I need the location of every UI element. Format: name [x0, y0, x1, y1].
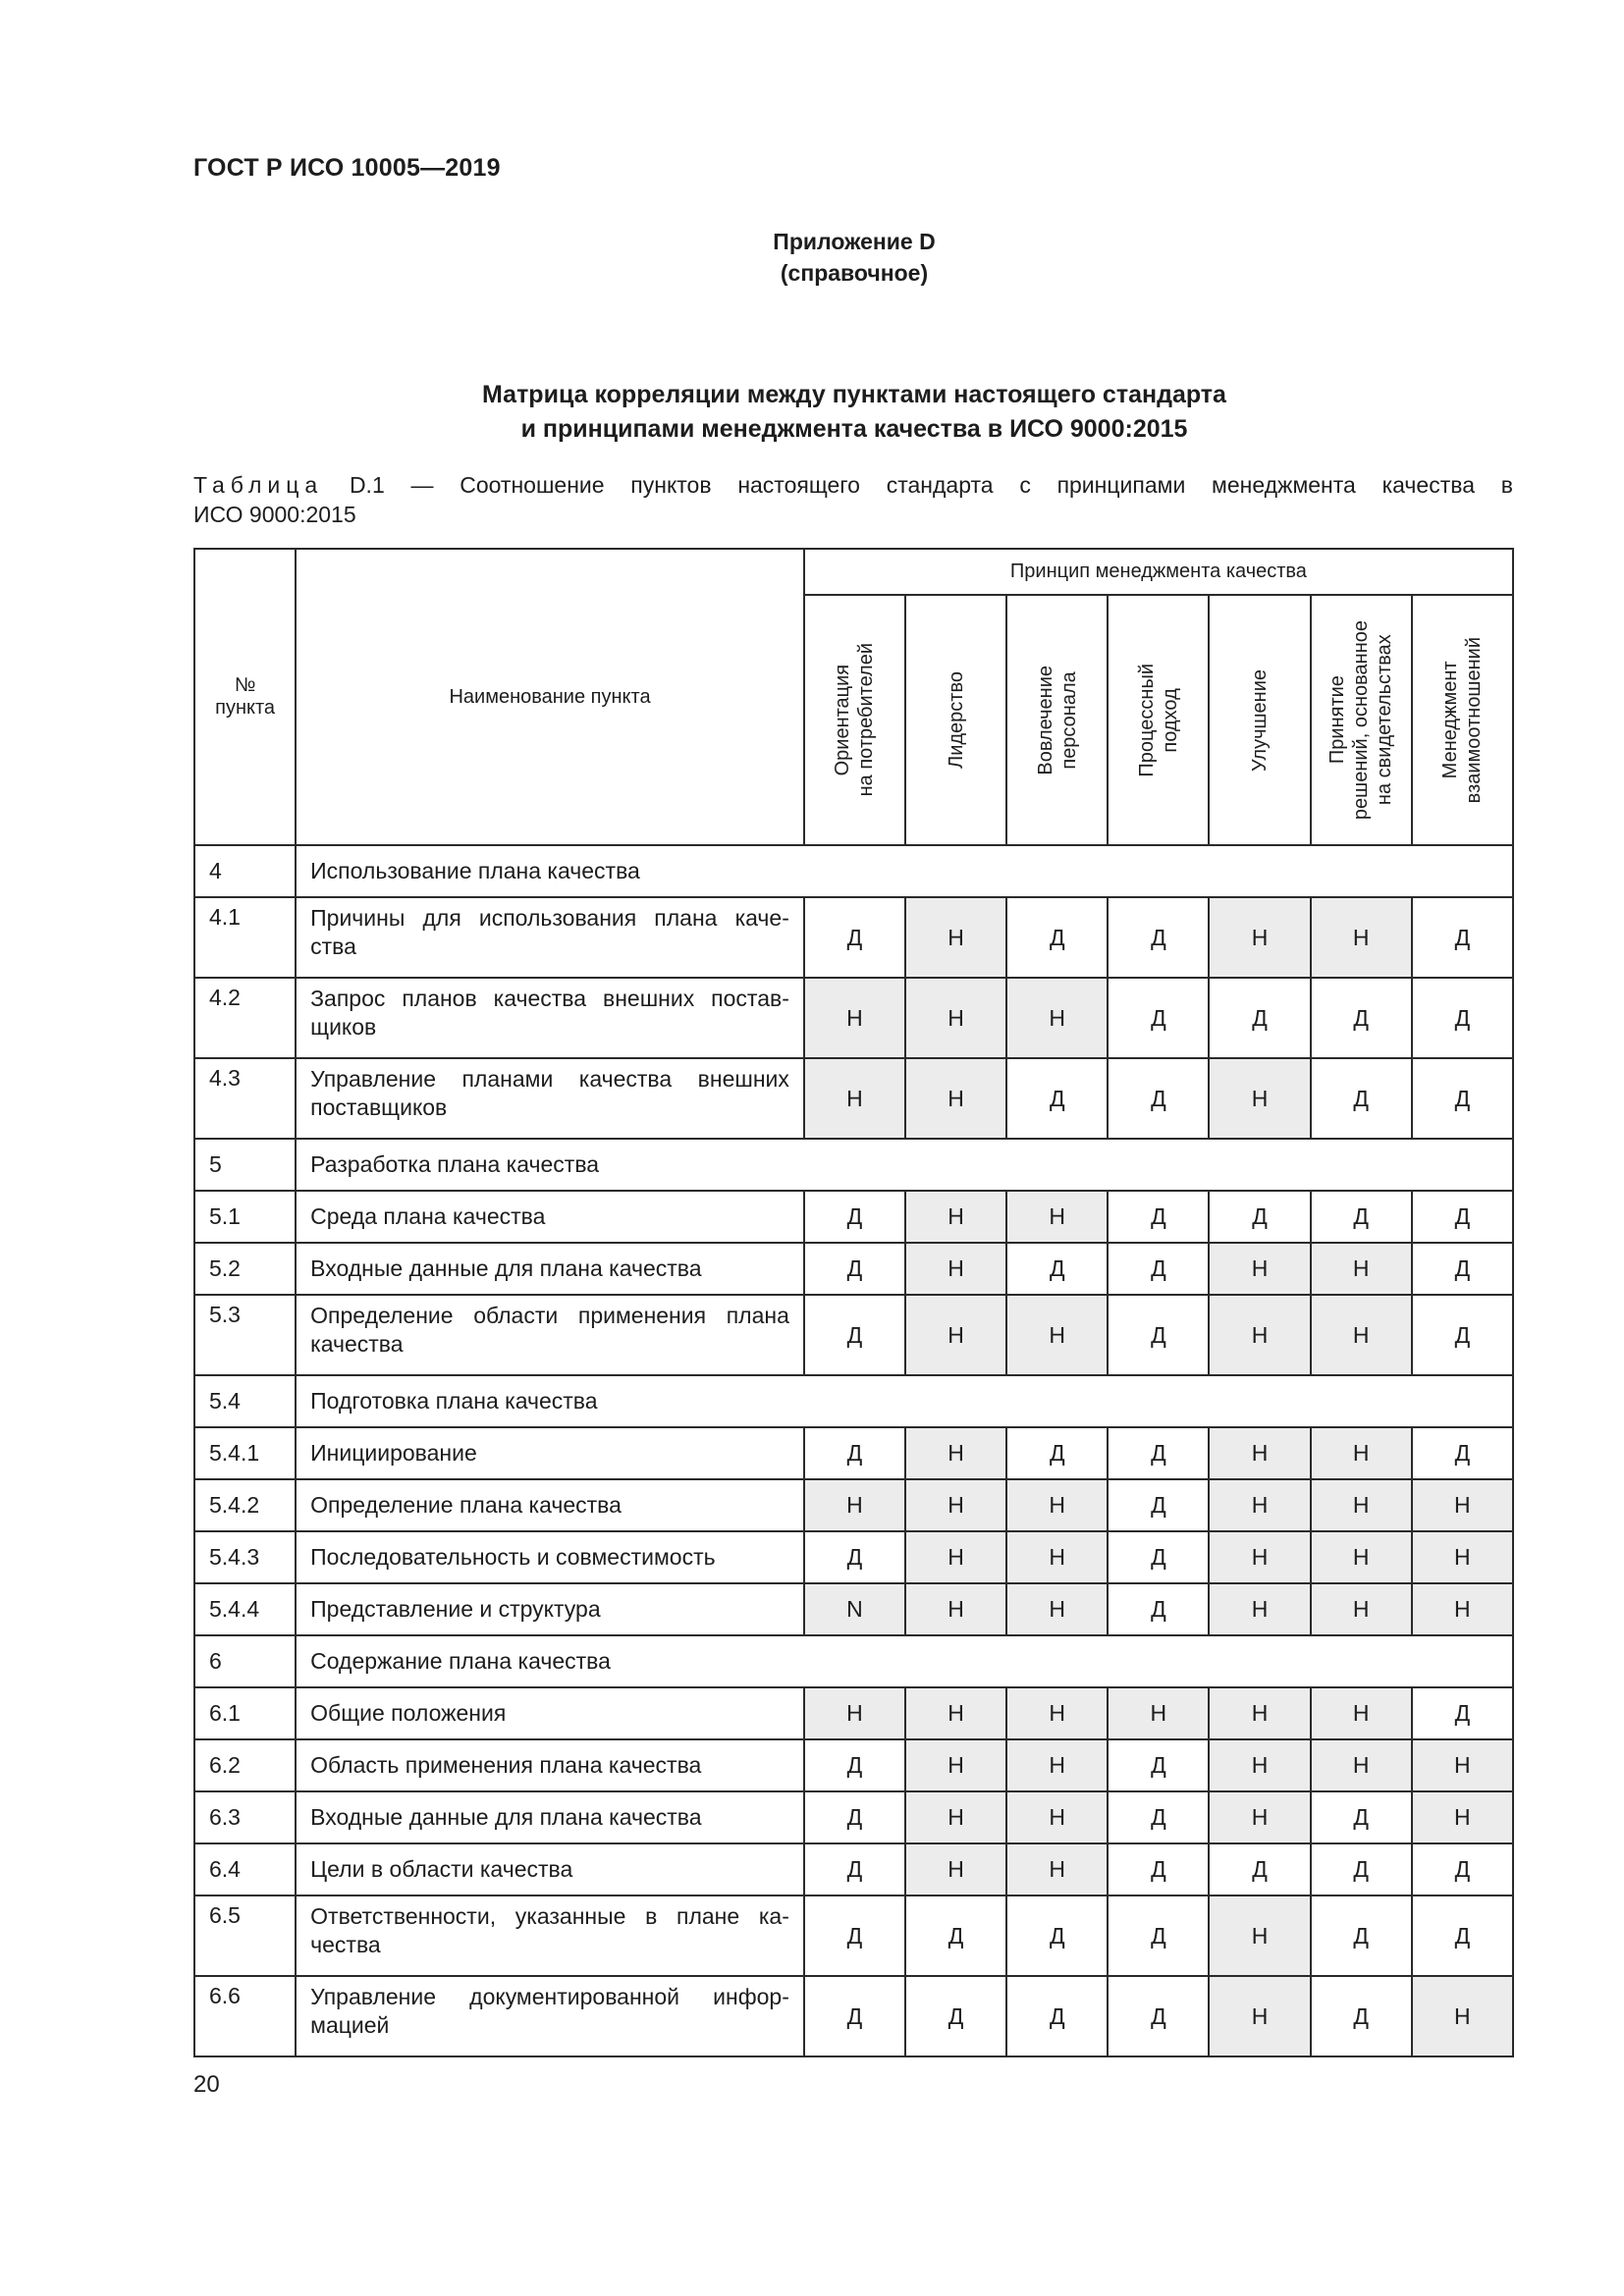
clause-number: 5.1 — [194, 1191, 296, 1243]
correlation-mark: Н — [1412, 1479, 1513, 1531]
correlation-mark: Н — [1311, 1295, 1412, 1375]
table-caption-word: — — [410, 472, 434, 498]
correlation-mark: Н — [1311, 1583, 1412, 1635]
clause-name — [296, 1295, 804, 1375]
correlation-mark: Д — [905, 1896, 1006, 1976]
correlation-mark: Н — [1311, 1531, 1412, 1583]
principle-header — [804, 595, 905, 845]
correlation-mark: Д — [1209, 1843, 1310, 1896]
table-caption-word: стандарта — [886, 472, 994, 498]
correlation-mark: Д — [1412, 1687, 1513, 1739]
correlation-mark: Д — [1108, 1791, 1209, 1843]
table-row — [194, 1583, 1513, 1635]
clause-name: Входные данные для плана качества — [296, 1791, 804, 1843]
correlation-mark: Д — [1108, 897, 1209, 978]
correlation-mark: Д — [905, 1976, 1006, 2056]
correlation-mark: Д — [804, 1531, 905, 1583]
principle-header — [1108, 595, 1209, 845]
correlation-mark: Д — [1108, 1896, 1209, 1976]
table-row — [194, 1479, 1513, 1531]
correlation-mark: Д — [804, 1843, 905, 1896]
correlation-mark: Н — [1412, 1791, 1513, 1843]
principle-header-label: Вовлечение персонала — [1034, 665, 1080, 775]
correlation-mark: Н — [1412, 1583, 1513, 1635]
correlation-mark: Н — [1209, 1531, 1310, 1583]
correlation-mark: Н — [905, 1791, 1006, 1843]
table-caption-word: принципами — [1056, 472, 1186, 498]
table-row — [194, 1058, 1513, 1139]
clause-number: 5.2 — [194, 1243, 296, 1295]
table-row — [194, 1791, 1513, 1843]
matrix-title-line-1: Матрица корреляции между пунктами настоящего стандарта — [482, 381, 1226, 408]
table-row — [194, 1191, 1513, 1243]
correlation-mark: Н — [905, 1191, 1006, 1243]
clause-number: 4.1 — [194, 897, 296, 978]
correlation-mark: Н — [1209, 1687, 1310, 1739]
clause-number: 5.3 — [194, 1295, 296, 1375]
clause-name-line: Запрос планов качества внешних постав- — [310, 986, 789, 1011]
section-row — [194, 1139, 1513, 1191]
correlation-mark: Н — [905, 1583, 1006, 1635]
clause-name: Входные данные для плана качества — [296, 1243, 804, 1295]
appendix-heading — [0, 226, 1624, 289]
correlation-mark: Н — [1311, 1687, 1412, 1739]
correlation-mark: Н — [1006, 1191, 1108, 1243]
column-header-name — [296, 549, 804, 845]
clause-name-line: Ответственности, указанные в плане ка- — [310, 1903, 789, 1929]
clause-number: 6 — [194, 1635, 296, 1687]
correlation-mark: Н — [905, 978, 1006, 1058]
table-caption-word: пунктов — [630, 472, 712, 498]
clause-name: Последовательность и совместимость — [296, 1531, 804, 1583]
clause-number: 4 — [194, 845, 296, 897]
correlation-matrix-table — [193, 548, 1514, 2057]
correlation-mark: Н — [1209, 1583, 1310, 1635]
clause-name-line: Причины для использования плана каче- — [310, 905, 789, 931]
correlation-mark: Н — [905, 1243, 1006, 1295]
correlation-mark: Д — [1108, 1295, 1209, 1375]
correlation-mark: Д — [1006, 1243, 1108, 1295]
principle-header-label: Принятие решений, основанное на свидетельствах — [1326, 619, 1396, 821]
principles-group-header-text: Принцип менеджмента качества — [1009, 561, 1307, 582]
clause-name: Определение плана качества — [296, 1479, 804, 1531]
appendix-type: (справочное) — [780, 260, 929, 286]
correlation-mark: Н — [905, 1739, 1006, 1791]
correlation-mark: Н — [1412, 1976, 1513, 2056]
correlation-mark: Н — [905, 897, 1006, 978]
correlation-mark: Н — [1006, 1739, 1108, 1791]
table-row — [194, 1896, 1513, 1976]
correlation-mark: Д — [1412, 1427, 1513, 1479]
clause-number: 6.3 — [194, 1791, 296, 1843]
correlation-mark: Д — [1108, 1739, 1209, 1791]
principles-group-header — [804, 549, 1513, 595]
correlation-mark: Н — [1209, 897, 1310, 978]
table-row — [194, 1687, 1513, 1739]
correlation-mark: N — [804, 1583, 905, 1635]
principle-header — [1311, 595, 1412, 845]
table-caption-word: с — [1019, 472, 1031, 498]
correlation-mark: Д — [804, 1976, 905, 2056]
correlation-mark: Н — [1209, 1739, 1310, 1791]
clause-name: Цели в области качества — [296, 1843, 804, 1896]
correlation-mark: Н — [804, 1058, 905, 1139]
correlation-mark: Д — [804, 1791, 905, 1843]
correlation-mark: Н — [1311, 1427, 1412, 1479]
correlation-mark: Н — [804, 978, 905, 1058]
correlation-mark: Н — [1311, 1739, 1412, 1791]
document-header: ГОСТ Р ИСО 10005—2019 — [193, 154, 501, 182]
correlation-mark: Н — [1412, 1739, 1513, 1791]
clause-name-line: Определение области применения плана — [310, 1303, 789, 1328]
correlation-mark: Н — [905, 1843, 1006, 1896]
correlation-mark: Н — [905, 1058, 1006, 1139]
table-caption-word: менеджмента — [1212, 472, 1356, 498]
table-row — [194, 978, 1513, 1058]
correlation-mark: Д — [1412, 1058, 1513, 1139]
clause-name: Общие положения — [296, 1687, 804, 1739]
correlation-mark: Н — [804, 1479, 905, 1531]
correlation-mark: Н — [1006, 1479, 1108, 1531]
correlation-mark: Н — [905, 1531, 1006, 1583]
clause-name — [296, 1896, 804, 1976]
correlation-mark: Н — [1108, 1687, 1209, 1739]
correlation-mark: Д — [804, 1295, 905, 1375]
table-caption — [193, 470, 1513, 529]
correlation-mark: Д — [1412, 1896, 1513, 1976]
table-row — [194, 1243, 1513, 1295]
correlation-mark: Д — [1311, 1976, 1412, 2056]
correlation-mark: Д — [1311, 1843, 1412, 1896]
correlation-mark: Н — [905, 1427, 1006, 1479]
clause-name-line: Управление планами качества внешних — [310, 1066, 789, 1092]
correlation-mark: Д — [1311, 1058, 1412, 1139]
table-row — [194, 1295, 1513, 1375]
clause-number: 4.3 — [194, 1058, 296, 1139]
table-caption-word: Соотношение — [460, 472, 605, 498]
correlation-mark: Д — [804, 1739, 905, 1791]
correlation-mark: Д — [1412, 1843, 1513, 1896]
correlation-mark: Д — [804, 1427, 905, 1479]
correlation-mark: Д — [1412, 897, 1513, 978]
principle-header — [1209, 595, 1310, 845]
correlation-mark: Н — [905, 1295, 1006, 1375]
clause-number: 6.2 — [194, 1739, 296, 1791]
principle-header — [905, 595, 1006, 845]
table-row — [194, 1739, 1513, 1791]
correlation-mark: Н — [1209, 1791, 1310, 1843]
correlation-mark: Д — [1311, 1896, 1412, 1976]
correlation-mark: Д — [804, 1191, 905, 1243]
table-row — [194, 1531, 1513, 1583]
clause-number: 4.2 — [194, 978, 296, 1058]
correlation-mark: Н — [1209, 1243, 1310, 1295]
section-row — [194, 1635, 1513, 1687]
principle-header-label: Ориентация на потребителей — [832, 643, 878, 797]
section-row — [194, 845, 1513, 897]
correlation-mark: Д — [1412, 1295, 1513, 1375]
principle-header — [1006, 595, 1108, 845]
clause-number: 6.4 — [194, 1843, 296, 1896]
clause-number: 6.5 — [194, 1896, 296, 1976]
correlation-mark: Д — [1311, 1791, 1412, 1843]
correlation-mark: Н — [905, 1479, 1006, 1531]
correlation-mark: Д — [804, 1243, 905, 1295]
clause-name — [296, 1058, 804, 1139]
correlation-mark: Н — [804, 1687, 905, 1739]
clause-number: 5 — [194, 1139, 296, 1191]
correlation-mark: Д — [1412, 978, 1513, 1058]
clause-number: 5.4 — [194, 1375, 296, 1427]
clause-number: 5.4.3 — [194, 1531, 296, 1583]
matrix-title — [0, 378, 1624, 447]
column-header-number — [194, 549, 296, 845]
clause-name-line: мацией — [310, 2012, 390, 2038]
clause-name-line: щиков — [310, 1014, 377, 1040]
principle-header-label: Процессный подход — [1135, 663, 1181, 777]
correlation-mark: Д — [1108, 978, 1209, 1058]
correlation-mark: Н — [1006, 978, 1108, 1058]
correlation-mark: Н — [1209, 1896, 1310, 1976]
correlation-mark: Д — [1108, 1531, 1209, 1583]
clause-name-line: Управление документированной инфор- — [310, 1984, 789, 2009]
correlation-mark: Д — [1412, 1243, 1513, 1295]
correlation-mark: Д — [1006, 897, 1108, 978]
clause-name: Представление и структура — [296, 1583, 804, 1635]
matrix-title-line-2: и принципами менеджмента качества в ИСО 9000:2015 — [520, 415, 1188, 443]
correlation-mark: Н — [1006, 1843, 1108, 1896]
principle-header — [1412, 595, 1513, 845]
correlation-mark: Д — [1006, 1058, 1108, 1139]
column-header-name-text: Наименование пункта — [449, 685, 651, 708]
correlation-mark: Н — [1209, 1976, 1310, 2056]
correlation-mark: Д — [1412, 1191, 1513, 1243]
principle-header-label: Менеджмент взаимоотношений — [1439, 636, 1486, 804]
table-caption-word: настоящего — [737, 472, 860, 498]
clause-name — [296, 978, 804, 1058]
clause-name: Область применения плана качества — [296, 1739, 804, 1791]
principle-header-label: Улучшение — [1249, 668, 1271, 772]
correlation-mark: Н — [905, 1687, 1006, 1739]
table-row — [194, 1427, 1513, 1479]
correlation-mark: Н — [1209, 1058, 1310, 1139]
clause-number: 5.4.2 — [194, 1479, 296, 1531]
section-row — [194, 1375, 1513, 1427]
table-caption-word: D.1 — [349, 472, 385, 498]
table-row — [194, 1843, 1513, 1896]
clause-number: 6.1 — [194, 1687, 296, 1739]
clause-name: Среда плана качества — [296, 1191, 804, 1243]
correlation-mark: Д — [1209, 978, 1310, 1058]
correlation-mark: Н — [1006, 1791, 1108, 1843]
clause-name-line: поставщиков — [310, 1095, 448, 1120]
correlation-mark: Н — [1311, 897, 1412, 978]
correlation-mark: Д — [1006, 1427, 1108, 1479]
correlation-mark: Д — [1108, 1191, 1209, 1243]
clause-name: Разработка плана качества — [296, 1139, 1513, 1191]
correlation-mark: Н — [1311, 1243, 1412, 1295]
clause-number: 5.4.4 — [194, 1583, 296, 1635]
clause-number: 5.4.1 — [194, 1427, 296, 1479]
correlation-mark: Н — [1209, 1295, 1310, 1375]
table-caption-line-1 — [193, 470, 1513, 500]
table-caption-word: качества — [1381, 472, 1475, 498]
correlation-mark: Д — [1108, 1058, 1209, 1139]
column-header-number-text: № пункта — [215, 674, 276, 719]
clause-number: 6.6 — [194, 1976, 296, 2056]
correlation-mark: Д — [1108, 1243, 1209, 1295]
page-number: 20 — [193, 2071, 220, 2098]
clause-name-line: качества — [310, 1331, 404, 1357]
correlation-mark: Д — [1006, 1896, 1108, 1976]
clause-name: Использование плана качества — [296, 845, 1513, 897]
clause-name — [296, 897, 804, 978]
table-caption-line-2: ИСО 9000:2015 — [193, 502, 356, 527]
correlation-mark: Н — [1006, 1531, 1108, 1583]
table-caption-label: Таблица — [193, 472, 324, 498]
correlation-mark: Д — [1108, 1843, 1209, 1896]
correlation-mark: Д — [1311, 978, 1412, 1058]
clause-name — [296, 1976, 804, 2056]
correlation-mark: Н — [1311, 1479, 1412, 1531]
correlation-mark: Д — [804, 897, 905, 978]
correlation-mark: Д — [1108, 1976, 1209, 2056]
appendix-title: Приложение D — [773, 229, 936, 254]
correlation-mark: Д — [1108, 1583, 1209, 1635]
clause-name-line: чества — [310, 1932, 381, 1957]
correlation-mark: Н — [1006, 1295, 1108, 1375]
correlation-mark: Д — [1311, 1191, 1412, 1243]
correlation-mark: Д — [1108, 1479, 1209, 1531]
correlation-mark: Д — [1108, 1427, 1209, 1479]
clause-name: Подготовка плана качества — [296, 1375, 1513, 1427]
correlation-mark: Д — [1006, 1976, 1108, 2056]
correlation-mark: Н — [1209, 1479, 1310, 1531]
correlation-mark: Д — [1209, 1191, 1310, 1243]
correlation-mark: Н — [1006, 1583, 1108, 1635]
correlation-mark: Н — [1209, 1427, 1310, 1479]
table-row — [194, 897, 1513, 978]
correlation-mark: Н — [1006, 1687, 1108, 1739]
table-caption-word: в — [1500, 472, 1513, 498]
clause-name-line: ства — [310, 934, 356, 959]
clause-name: Инициирование — [296, 1427, 804, 1479]
principle-header-label: Лидерство — [945, 671, 967, 769]
correlation-mark: Н — [1412, 1531, 1513, 1583]
correlation-mark: Д — [804, 1896, 905, 1976]
clause-name: Содержание плана качества — [296, 1635, 1513, 1687]
table-row — [194, 1976, 1513, 2056]
